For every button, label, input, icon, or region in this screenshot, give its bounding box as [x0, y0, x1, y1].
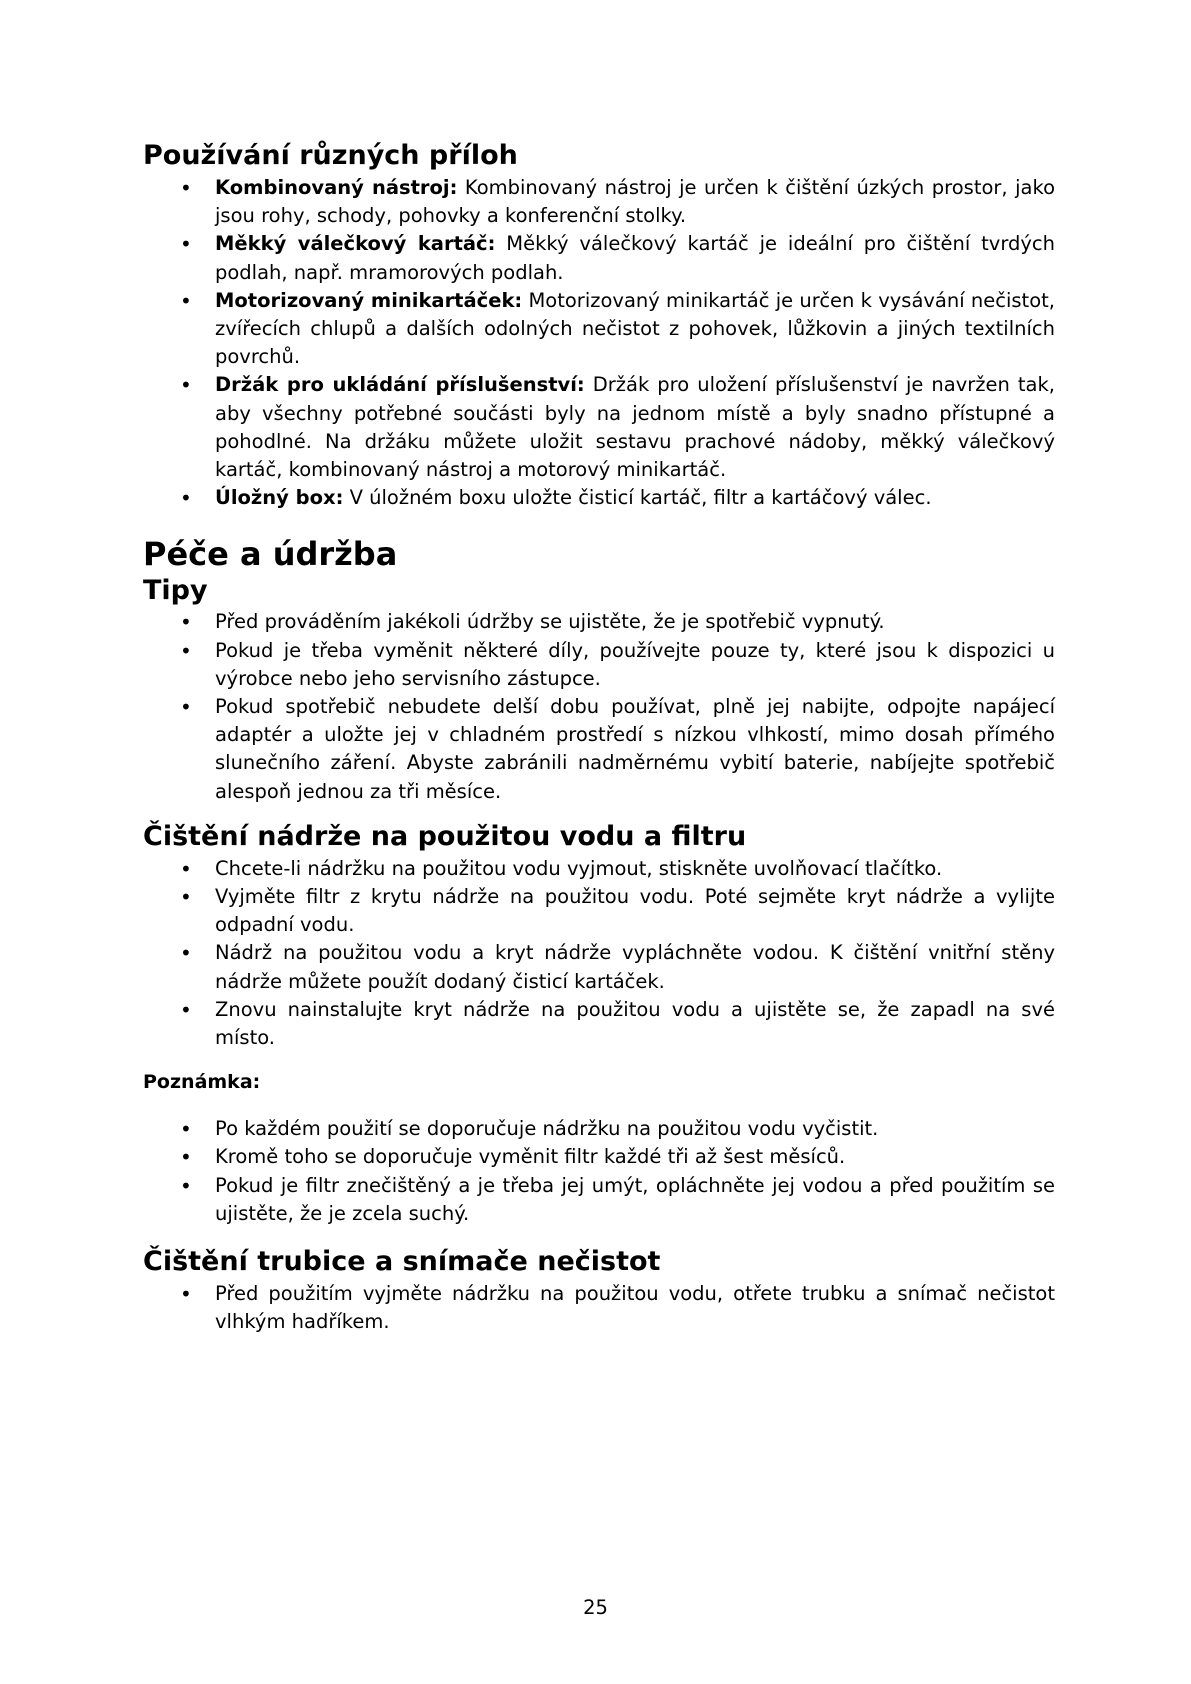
- tube-list: [143, 1280, 1055, 1336]
- item-label: Držák pro ukládání příslušenství:: [215, 373, 585, 397]
- tips-list: [143, 608, 1055, 805]
- page-number: 25: [583, 1596, 608, 1619]
- list-item: • Pokud je filtr znečištěný a je třeba jej umýt, opláchněte jej vodou a před použitím se ujistěte, že je zcela suchý.: [143, 1172, 1055, 1228]
- list-item: • Před prováděním jakékoli údržby se ujistěte, že je spotřebič vypnutý.: [143, 608, 1055, 636]
- note-label: Poznámka:: [143, 1071, 261, 1094]
- list-item: • Po každém použití se doporučuje nádržku na použitou vodu vyčistit.: [143, 1115, 1055, 1143]
- list-item: • Kromě toho se doporučuje vyměnit filtr každé tři až šest měsíců.: [143, 1143, 1055, 1171]
- item-label: Úložný box:: [215, 486, 344, 510]
- list-item: • Vyjměte filtr z krytu nádrže na použitou vodu. Poté sejměte kryt nádrže a vylijte odpadní vodu.: [143, 883, 1055, 939]
- item-label: Kombinovaný nástroj:: [215, 176, 458, 199]
- item-text: Kombinovaný nástroj je určen k čištění úzkých prostor, jako jsou rohy, schody, pohovky a konferenční stolky.: [215, 176, 1055, 228]
- list-item: [143, 371, 1055, 484]
- section-title-water-tank: Čištění nádrže na použitou vodu a filtru: [143, 820, 747, 852]
- document-page: [143, 138, 1055, 1337]
- note-list: [143, 1115, 1055, 1228]
- list-item: [143, 174, 1055, 230]
- item-text: V úložném boxu uložte čisticí kartáč, filtr a kartáčový válec.: [343, 486, 932, 510]
- item-text: Držák pro uložení příslušenství je navržen tak, aby všechny potřebné součásti byly na jednom místě a byly snadno přístupné a pohodlné. Na držáku můžete uložit sestavu prachové nádoby, měkký válečkový kartáč, kombinovaný nástroj a motorový minikartáč.: [215, 373, 1055, 482]
- list-item: • Před použitím vyjměte nádržku na použitou vodu, otřete trubku a snímač nečistot vlhkým hadříkem.: [143, 1280, 1055, 1336]
- item-label: Měkký válečkový kartáč:: [215, 232, 496, 256]
- water-tank-list: [143, 855, 1055, 1052]
- item-label: Motorizovaný minikartáček:: [215, 288, 523, 312]
- list-item: • Pokud spotřebič nebudete delší dobu používat, plně jej nabijte, odpojte napájecí adaptér a uložte jej v chladném prostředí s nízkou vlhkostí, mimo dosah přímého slunečního záření. Abyste zabránili nadměrnému vybití baterie, nabíjejte spotřebič alespoň jednou za tři měsíce.: [143, 693, 1055, 806]
- list-item: • Chcete-li nádržku na použitou vodu vyjmout, stiskněte uvolňovací tlačítko.: [143, 855, 1055, 883]
- list-item: • Nádrž na použitou vodu a kryt nádrže vypláchněte vodou. K čištění vnitřní stěny nádrže můžete použít dodaný čisticí kartáček.: [143, 939, 1055, 995]
- list-item: [143, 230, 1055, 286]
- attachments-list: [143, 174, 1055, 512]
- list-item: • Znovu nainstalujte kryt nádrže na použitou vodu a ujistěte se, že zapadl na své místo.: [143, 996, 1055, 1052]
- item-text: Motorizovaný minikartáč je určen k vysávání nečistot, zvířecích chlupů a dalších odolných nečistot z pohovek, lůžkovin a jiných textilních povrchů.: [215, 288, 1055, 369]
- section-title-attachments: Používání různých příloh: [143, 140, 518, 171]
- section-title-tube: Čištění trubice a snímače nečistot: [143, 1246, 661, 1278]
- subsection-title-tips: Tipy: [143, 575, 208, 607]
- item-text: Měkký válečkový kartáč je ideální pro čištění tvrdých podlah, např. mramorových podlah.: [215, 232, 1055, 284]
- list-item: • Pokud je třeba vyměnit některé díly, používejte pouze ty, které jsou k dispozici u výrobce nebo jeho servisního zástupce.: [143, 637, 1055, 693]
- list-item: [143, 287, 1055, 372]
- list-item: [143, 484, 1055, 512]
- section-title-care: Péče a údržba: [143, 535, 398, 574]
